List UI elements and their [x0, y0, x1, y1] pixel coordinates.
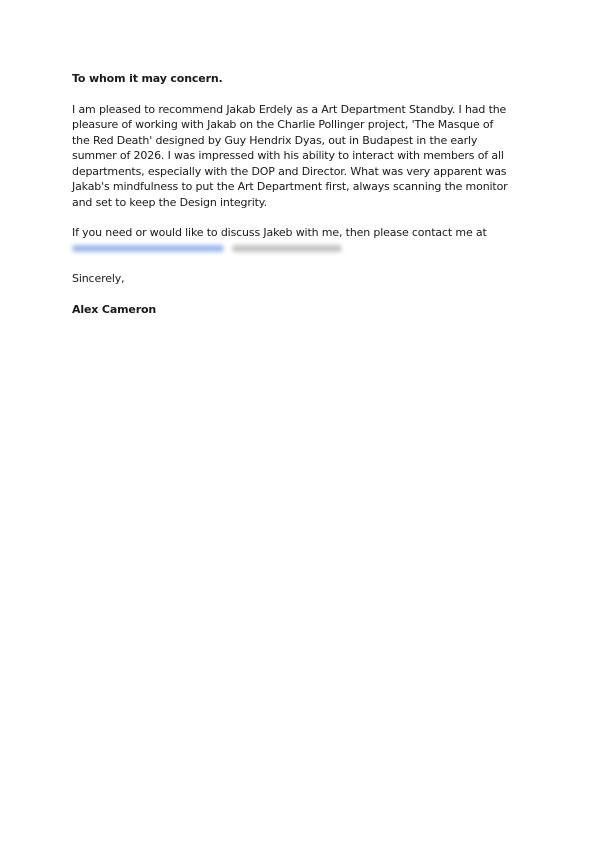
redacted-phone-number — [232, 245, 342, 252]
letter-signoff: Sincerely, — [72, 272, 125, 285]
letter-body-paragraph: I am pleased to recommend Jakab Erdely as a Art Department Standby. I had the pleasure of working with Jakab on the Charlie Pollinger project, 'The Masque of the Red Death' designed by Guy Hendrix Dyas, out in Budapest in the early summer of 2026. I was impressed with his ability to interact with members of all departments, especially with the DOP and Director. What was very apparent was Jakab's mindfulness to put the Art Department first, always scanning the monitor and set to keep the Design integrity. — [72, 102, 508, 209]
letter-signature: Alex Cameron — [72, 302, 157, 316]
letter-greeting: To whom it may concern. — [72, 72, 223, 85]
redacted-contact-details — [72, 241, 512, 257]
recommendation-letter — [72, 71, 512, 317]
contact-line: If you need or would like to discuss Jakeb with me, then please contact me at — [72, 226, 487, 239]
redacted-email-link[interactable] — [72, 245, 224, 252]
